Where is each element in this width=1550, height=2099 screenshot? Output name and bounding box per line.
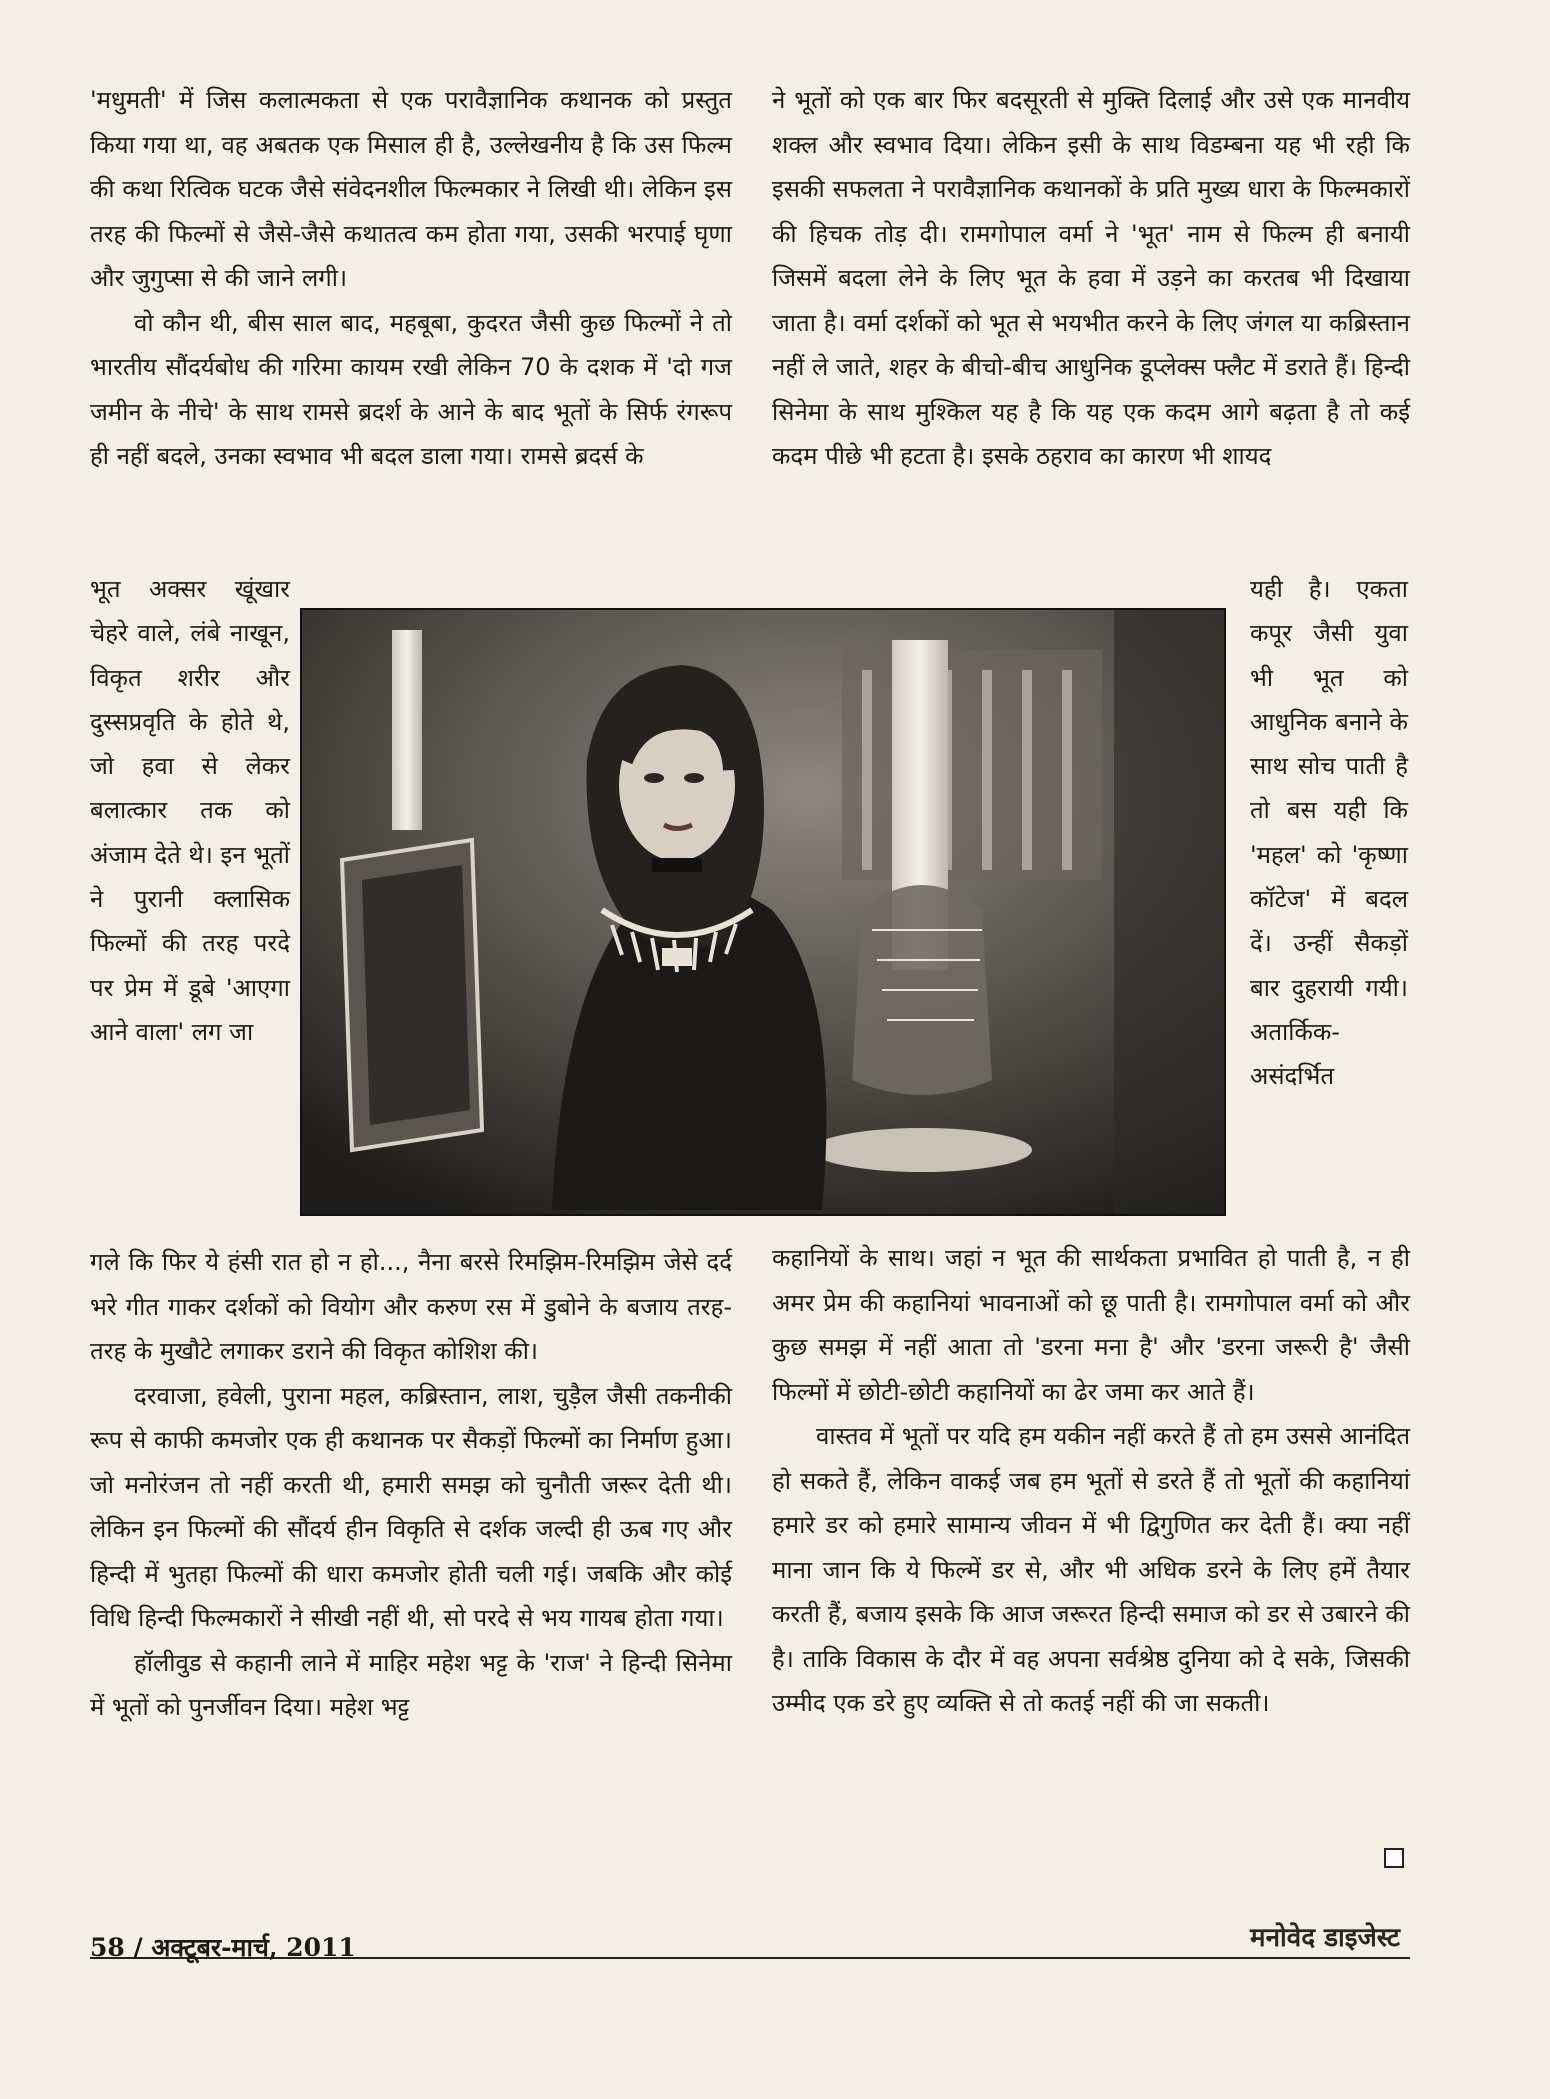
right-wrap-column	[1250, 567, 1408, 1099]
left-wrap-column	[90, 567, 290, 1054]
film-still-photo	[300, 608, 1226, 1216]
left-column-bottom	[90, 1240, 732, 1730]
paragraph: ने भूतों को एक बार फिर बदसूरती से मुक्ति दिलाई और उसे एक मानवीय शक्ल और स्वभाव दिया। लेकिन इसी के साथ विडम्बना यह भी रही कि इसकी सफलता ने परावैज्ञानिक कथानकों के प्रति मुख्य धारा के फिल्मकारों की हिचक तोड़ दी। रामगोपाल वर्मा ने 'भूत' नाम से फिल्म ही बनायी जिसमें बदला लेने के लिए भूत के हवा में उड़ने का करतब भी दिखाया जाता है। वर्मा दर्शकों को भूत से भयभीत करने के लिए जंगल या कब्रिस्तान नहीं ले जाते, शहर के बीचो-बीच आधुनिक डूप्लेक्स फ्लैट में डराते हैं। हिन्दी सिनेमा के साथ मुश्किल यह है कि यह एक कदम आगे बढ़ता है तो कई कदम पीछे भी हटता है। इसके ठहराव का कारण भी शायद	[772, 86, 1410, 470]
right-column-top	[772, 78, 1410, 479]
paragraph: यही है। एकता कपूर जैसी युवा भी भूत को आधुनिक बनाने के साथ सोच पाती है तो बस यही कि 'महल' को 'कृष्णा कॉटेज' में बदल दें। उन्हीं सैकड़ों बार दुहरायी गयी। अतार्किक-असंदर्भित	[1250, 575, 1408, 1091]
paragraph: वो कौन थी, बीस साल बाद, महबूबा, कुदरत जैसी कुछ फिल्मों ने तो भारतीय सौंदर्यबोध की गरिमा कायम रखी लेकिन 70 के दशक में 'दो गज जमीन के नीचे' के साथ रामसे ब्रदर्श के आने के बाद भूतों के सिर्फ रंगरूप ही नहीं बदले, उनका स्वभाव भी बदल डाला गया। रामसे ब्रदर्स के	[90, 308, 732, 470]
article-end-mark	[1384, 1848, 1404, 1868]
paragraph: वास्तव में भूतों पर यदि हम यकीन नहीं करते हैं तो हम उससे आनंदित हो सकते हैं, लेकिन वाकई जब हम भूतों से डरते हैं तो भूतों की कहानियां हमारे डर को हमारे सामान्य जीवन में भी द्विगुणित कर देती हैं। क्या नहीं माना जान कि ये फिल्में डर से, और भी अधिक डरने के लिए हमें तैयार करती हैं, बजाय इसके कि आज जरूरत हिन्दी समाज को डर से उबारने की है। ताकि विकास के दौर में वह अपना सर्वश्रेष्ठ दुनिया को दे सके, जिसकी उम्मीद एक डरे हुए व्यक्ति से तो कतई नहीं की जा सकती।	[772, 1422, 1410, 1717]
paragraph: 'मधुमती' में जिस कलात्मकता से एक परावैज्ञानिक कथानक को प्रस्तुत किया गया था, वह अबतक एक मिसाल ही है, उल्लेखनीय है कि उस फिल्म की कथा रित्विक घटक जैसे संवेदनशील फिल्मकार ने लिखी थी। लेकिन इस तरह की फिल्मों से जैसे-जैसे कथातत्व कम होता गया, उसकी भरपाई घृणा और जुगुप्सा से की जाने लगी।	[90, 86, 732, 292]
paragraph: गले कि फिर ये हंसी रात हो न हो..., नैना बरसे रिमझिम-रिमझिम जेसे दर्द भरे गीत गाकर दर्शकों को वियोग और करुण रस में डुबोने के बजाय तरह-तरह के मुखौटे लगाकर डराने की विकृत कोशिश की।	[90, 1248, 732, 1365]
page-number-date: 58 / अक्टूबर-मार्च, 2011	[90, 1933, 356, 1962]
photo-illustration	[302, 610, 1224, 1214]
magazine-name: मनोवेद डाइजेस्ट	[1250, 1923, 1400, 1953]
right-column-bottom	[772, 1236, 1410, 1726]
left-column-top	[90, 78, 732, 479]
paragraph: दरवाजा, हवेली, पुराना महल, कब्रिस्तान, लाश, चुड़ैल जैसी तकनीकी रूप से काफी कमजोर एक ही कथानक पर सैकड़ों फिल्मों का निर्माण हुआ। जो मनोरंजन तो नहीं करती थी, हमारी समझ को चुनौती जरूर देती थी। लेकिन इन फिल्मों की सौंदर्य हीन विकृति से दर्शक जल्दी ही ऊब गए और हिन्दी में भुतहा फिल्मों की धारा कमजोर होती चली गई। जबकि और कोई विधि हिन्दी फिल्मकारों ने सीखी नहीं थी, सो परदे से भय गायब होता गया।	[90, 1381, 732, 1632]
paragraph: हॉलीवुड से कहानी लाने में माहिर महेश भट्ट के 'राज' ने हिन्दी सिनेमा में भूतों को पुनर्जीवन दिया। महेश भट्ट	[90, 1648, 732, 1721]
paragraph: भूत अक्सर खूंखार चेहरे वाले, लंबे नाखून, विकृत शरीर और दुस्सप्रवृति के होते थे, जो हवा से लेकर बलात्कार तक को अंजाम देते थे। इन भूतों ने पुरानी क्लासिक फिल्मों की तरह परदे पर प्रेम में डूबे 'आएगा आने वाला' लग जा	[90, 575, 290, 1046]
paragraph: कहानियों के साथ। जहां न भूत की सार्थकता प्रभावित हो पाती है, न ही अमर प्रेम की कहानियां भावनाओं को छू पाती है। रामगोपाल वर्मा को और कुछ समझ में नहीं आता तो 'डरना मना है' और 'डरना जरूरी है' जैसी फिल्मों में छोटी-छोटी कहानियों का ढेर जमा कर आते हैं।	[772, 1244, 1410, 1406]
